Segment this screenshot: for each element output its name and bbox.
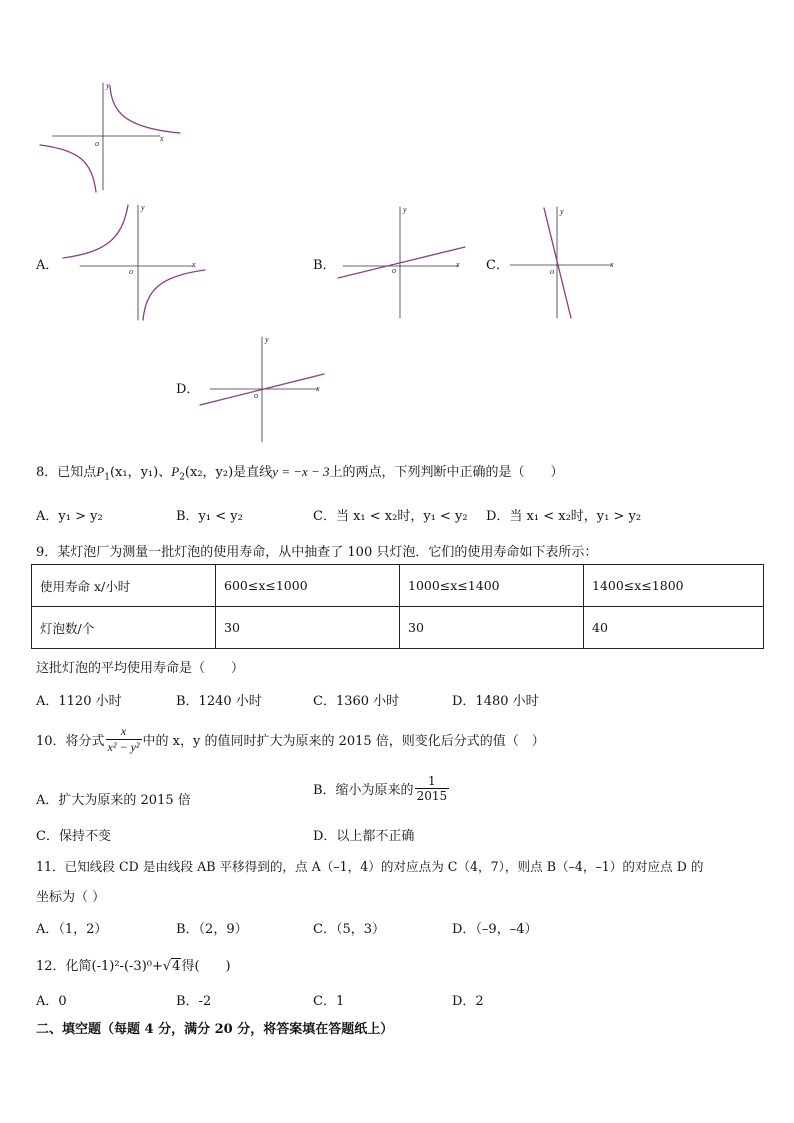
table-row (32, 565, 764, 607)
lifespan-table (31, 564, 764, 649)
axis-x-label: x (456, 260, 460, 269)
graph-figures (0, 0, 794, 450)
q9-option-c: C．1360 小时 (313, 694, 400, 709)
table-header-cell: 1000≤x≤1400 (400, 565, 584, 607)
axis-x-label: x (316, 384, 320, 393)
q9-option-b: B．1240 小时 (176, 694, 262, 709)
q9-question: 这批灯泡的平均使用寿命是（ ） (36, 661, 245, 676)
graph-option-a (63, 205, 205, 320)
axis-x-label: x (192, 260, 196, 269)
q8-option-b: B．y₁ < y₂ (176, 509, 243, 524)
origin-label: o (129, 267, 133, 276)
axis-x-label: x (160, 134, 164, 143)
table-header-cell: 1400≤x≤1800 (584, 565, 764, 607)
question-12: 12．化简(-1)²-(-3)⁰+√4得( ) (36, 959, 231, 974)
axis-y-label: y (106, 81, 110, 90)
axis-y-label: y (265, 335, 269, 344)
q8-option-d: D．当 x₁ < x₂时，y₁ > y₂ (486, 509, 642, 524)
axis-y-label: y (560, 207, 564, 216)
q12-option-b: B．-2 (176, 994, 212, 1009)
q11-option-b: B．（2，9） (176, 922, 248, 937)
table-header-cell: 使用寿命 x/小时 (32, 565, 216, 607)
question-8: 8．已知点$P_1(x_1$，y₁)、$P_2(x_2$，y₂)是直线y = −x − 3上的两点，下列判断中正确的是（ ） (36, 464, 564, 483)
q12-option-a: A．0 (36, 994, 67, 1009)
table-cell: 灯泡数/个 (32, 607, 216, 649)
table-header-cell: 600≤x≤1000 (216, 565, 400, 607)
q9-option-a: A．1120 小时 (36, 694, 122, 709)
origin-label: o (254, 391, 258, 400)
q10-option-d: D．以上都不正确 (313, 829, 415, 844)
q10-option-c: C．保持不变 (36, 829, 111, 844)
axis-x-label: x (610, 260, 614, 269)
origin-label: o (550, 267, 554, 276)
question-9: 9．某灯泡厂为测量一批灯泡的使用寿命，从中抽查了 100 只灯泡．它们的使用寿命如下表所示： (36, 545, 598, 560)
fraction: $\frac{1}{2015}$ (416, 774, 448, 803)
origin-label: o (392, 266, 396, 275)
sqrt-symbol: √ (162, 959, 172, 974)
axis-y-label: y (141, 203, 145, 212)
q9-option-d: D．1480 小时 (452, 694, 539, 709)
option-a-label: A． (36, 258, 59, 273)
table-cell: 30 (400, 607, 584, 649)
axis-y-label: y (403, 205, 407, 214)
section-heading: 二、填空题（每题 4 分，满分 20 分，将答案填在答题纸上） (36, 1022, 394, 1037)
q8-option-a: A．y₁ > y₂ (36, 509, 103, 524)
option-c-label: C． (486, 258, 509, 273)
question-10: 10．将分式 $\frac{x}{\text{x² − y²}}$ 中的 x，y 的值同时扩大为原来的 2015 倍，则变化后分式的值（ ） (36, 724, 545, 754)
graph-option-d (200, 337, 324, 442)
q10-option-a: A．扩大为原来的 2015 倍 (36, 793, 191, 808)
q10-option-b: B．缩小为原来的 $\frac{1}{2015}$ (313, 774, 448, 803)
table-cell: 40 (584, 607, 764, 649)
q12-option-c: C．1 (313, 994, 345, 1009)
graph-option-b (338, 207, 465, 318)
q11-option-a: A．（1，2） (36, 922, 108, 937)
option-d-label: D． (176, 382, 200, 397)
table-row (32, 607, 764, 649)
q12-option-d: D．2 (452, 994, 484, 1009)
origin-label: o (95, 139, 99, 148)
graph-option-c (510, 207, 612, 318)
fraction: $\frac{x}{\text{x² − y²}}$ (107, 724, 140, 754)
table-cell: 30 (216, 607, 400, 649)
question-11-line1: 11．已知线段 CD 是由线段 AB 平移得到的，点 A（–1，4）的对应点为 C（4，7），则点 B（–4，–1）的对应点 D 的 (36, 859, 704, 874)
q11-option-c: C．（5，3） (313, 922, 385, 937)
option-b-label: B． (313, 258, 336, 273)
graph-reference (40, 83, 180, 192)
q11-option-d: D．（–9，–4） (452, 922, 538, 937)
question-11-line2: 坐标为（ ） (36, 890, 106, 905)
q8-option-c: C．当 x₁ < x₂时，y₁ < y₂ (313, 509, 468, 524)
